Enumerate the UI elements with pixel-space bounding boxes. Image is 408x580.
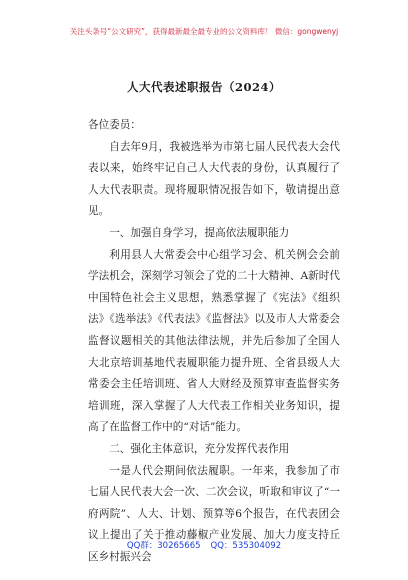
salutation: 各位委员： [88,119,141,131]
section-heading-2: 二、强化主体意识，充分发挥代表作用 [109,442,290,455]
page-title: 人大代表述职报告（2024） [126,80,281,94]
document-body [88,115,340,568]
paragraph-duty: 一是人代会期间依法履职。一年来，我参加了市七届人民代表大会一次、二次会议，听取和审议了“一府两院”、人大、计划、预算等6个报告，在代表团会议上提出了关于推动藤椒产业发展、加大力度支持丘区乡村振兴会 [88,464,340,563]
footer-contact [0,541,408,552]
section-heading-1: 一、加强自身学习，提高依法履职能力 [109,226,290,239]
footer-qq-group: QQ群：30265665 [126,541,201,551]
paragraph-intro: 自去年9月，我被选举为市第七届人民代表大会代表以来，始终牢记自己人大代表的身份，认真履行了人大代表职责。现将履职情况报告如下，敬请提出意见。 [88,140,340,218]
footer-qq: QQ：535304092 [210,541,282,551]
header-banner: 关注头条号“公文研究”，获得最新最全最专业的公文资料库！ 微信：gongwenyj [69,27,339,36]
paragraph-study: 利用县人大常委会中心组学习会、机关例会会前学法机会，深刻学习领会了党的二十大精神、A新时代中国特色社会主义思想，熟悉掌握了《宪法》《组织法》《选举法》《代表法》《监督法》以及市人大常委会监督议题相关的其他法律法规，并先后参加了全国人大北京培训基地代表履职能力提升班、全省县级人大常委会主任培训班、省人大财经及预算审查监督实务培训班，深入掌握了人大代表工作相关业务知识，提高了在监督工作中的“对话”能力。 [88,248,340,434]
